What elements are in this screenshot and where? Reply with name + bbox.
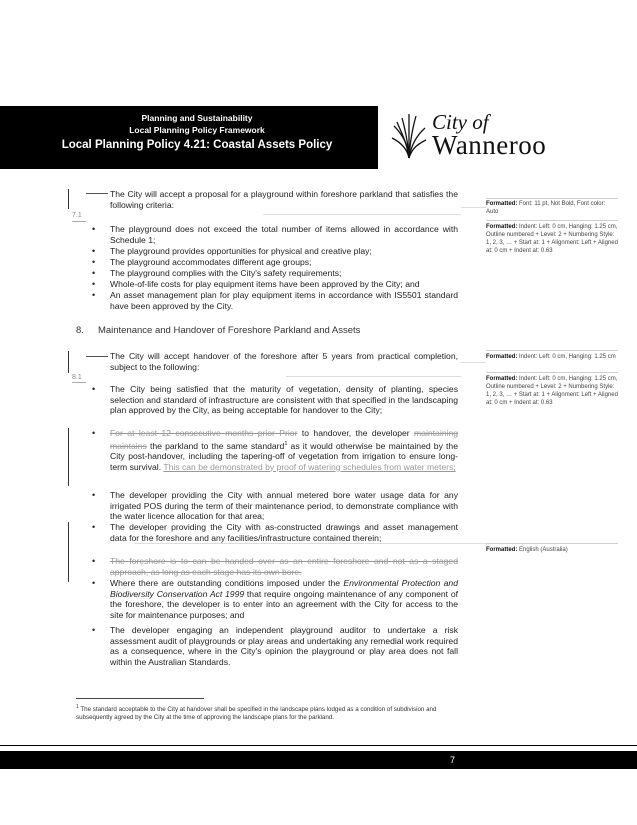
comment-label: Formatted: xyxy=(486,354,518,360)
bullet-dot: • xyxy=(92,490,96,500)
change-bar xyxy=(68,522,69,582)
format-comment[interactable] xyxy=(486,223,618,255)
section-number-8-1: 8.1 xyxy=(72,374,82,381)
list-item: The playground does not exceed the total number of items allowed in accordance with Schedule 1; xyxy=(110,224,458,245)
section-8-heading xyxy=(76,325,360,336)
footnote-rule xyxy=(76,698,204,699)
footnote xyxy=(76,703,466,723)
bullet-dot: • xyxy=(92,257,96,267)
format-comment[interactable] xyxy=(486,375,618,407)
logo-wanneroo: Wanneroo xyxy=(432,130,547,160)
city-logo xyxy=(378,106,637,169)
comment-text: Indent: Left: 0 cm, Hanging: 1.25 cm, Outline numbered + Level: 2 + Numbering Style: 1, 2, 3, … + Start at: 1 + Alignment: Left + Aligned at: 0 cm + Indent at: 0.63 xyxy=(486,376,618,406)
act-name: Environmental Protection and Biodiversity Conservation Act 1999 xyxy=(110,578,458,599)
footer-rule xyxy=(0,745,637,746)
change-bar xyxy=(68,351,69,373)
comment-text: Indent: Left: 0 cm, Hanging: 1.25 cm, Outline numbered + Level: 2 + Numbering Style: 1, 2, 3, … + Start at: 1 + Alignment: Left + Aligned at: 0 cm + Indent at: 0.63 xyxy=(486,224,618,254)
section-7-intro: The City will accept a proposal for a playground within foreshore parkland that satisfies the following criteria: xyxy=(110,189,458,210)
comment-connector xyxy=(461,207,486,208)
comment-label: Formatted: xyxy=(486,376,518,382)
bullet-dot: • xyxy=(92,224,96,234)
change-bar xyxy=(68,428,69,486)
deleted-text: For at least 12 consecutive months prior Prior xyxy=(110,428,298,438)
indent-marker xyxy=(86,356,108,357)
footnote-text: The standard acceptable to the City at handover shall be specified in the landscape plans lodged as a condition of subdivision and subsequently agreed by the City at the time of approving the landscape plans for the parkland. xyxy=(76,706,437,722)
comment-connector xyxy=(263,214,461,215)
indent-marker xyxy=(86,193,108,194)
comment-label: Formatted: xyxy=(486,224,518,230)
comment-text: Font: 11 pt, Not Bold, Font color: Auto xyxy=(486,201,606,215)
list-text: the parkland to the same standard xyxy=(146,440,285,451)
comment-connector xyxy=(134,543,486,544)
section-8-intro: The City will accept handover of the foreshore after 5 years from practical completion, subject to the following: xyxy=(110,351,458,372)
number-underline xyxy=(72,221,86,222)
comment-label: Formatted: xyxy=(486,201,518,207)
comment-text: Indent: Left: 0 cm, Hanging: 1.25 cm xyxy=(517,354,616,360)
change-bar xyxy=(68,189,69,209)
comment-divider xyxy=(486,198,618,199)
comment-divider xyxy=(486,543,618,544)
comment-text: English (Australia) xyxy=(517,547,568,553)
list-item: The City being satisfied that the maturity of vegetation, density of planting, species selection and standard of infrastructure are consistent with that specified in the landscaping plan approved by the City, as being acceptable for handover to the City; xyxy=(110,384,458,416)
comment-divider xyxy=(486,350,618,351)
comment-divider xyxy=(486,372,618,373)
comment-label: Formatted: xyxy=(486,547,518,553)
inserted-text: This can be demonstrated by proof of watering schedules from water meters; xyxy=(163,461,456,472)
list-item: Whole-of-life costs for play equipment items have been approved by the City; and xyxy=(110,279,420,289)
bullet-dot: • xyxy=(92,246,96,256)
logo-city-of: City of xyxy=(432,110,489,134)
bullet-dot: • xyxy=(92,578,96,588)
section-number-7-1: 7.1 xyxy=(72,212,82,219)
list-item: The developer providing the City with annual metered bore water usage data for any irrigated POS during the term of their maintenance period, to demonstrate compliance with the water licence allocation for that area; xyxy=(110,490,458,522)
list-item: The playground complies with the City's safety requirements; xyxy=(110,268,342,278)
comment-connector xyxy=(461,362,486,363)
list-text: Where there are outstanding conditions imposed under the xyxy=(110,578,344,588)
list-item: An asset management plan for play equipment items in accordance with IS5501 standard have been approved by the City. xyxy=(110,290,458,311)
grass-tree-icon xyxy=(390,112,428,160)
bullet-dot: • xyxy=(92,268,96,278)
header-line-1: Planning and Sustainability xyxy=(141,113,253,123)
bullet-dot: • xyxy=(92,522,96,532)
format-comment[interactable] xyxy=(486,353,618,361)
list-item: The playground accommodates different age groups; xyxy=(110,257,312,267)
list-item: The playground provides opportunities for physical and creative play; xyxy=(110,246,372,256)
header-title-block xyxy=(32,112,362,154)
bullet-dot: • xyxy=(92,428,96,438)
bullet-dot: • xyxy=(92,290,96,300)
header-policy-title: Local Planning Policy 4.21: Coastal Assets Policy xyxy=(61,139,333,151)
list-item xyxy=(110,428,458,472)
comment-connector xyxy=(286,376,461,377)
section-number-8: 8. xyxy=(76,325,84,336)
list-item xyxy=(110,556,458,577)
deleted-text: maintaining maintains xyxy=(110,428,458,451)
bullet-dot: • xyxy=(92,556,96,566)
number-underline xyxy=(72,382,86,383)
format-comment[interactable] xyxy=(486,200,618,216)
footnote-number: 1 xyxy=(76,704,79,710)
section-8-title: Maintenance and Handover of Foreshore Parkland and Assets xyxy=(97,325,361,336)
list-text: that require ongoing maintenance of any component of the foreshore, the developer is to enter into an agreement with the City for access to the site for maintenance purposes; and xyxy=(110,588,458,620)
footer-bar xyxy=(0,751,637,769)
list-text: as it would otherwise be maintained by the City post-handover, including the tapering-off of vegetation from irrigation to ensure long-term survival. xyxy=(110,440,458,472)
list-item: The developer providing the City with as-constructed drawings and asset management data for the foreshore and any facilities/infrastructure contained therein; xyxy=(110,522,458,543)
bullet-dot: • xyxy=(92,279,96,289)
bullet-dot: • xyxy=(92,384,96,394)
footnote-ref[interactable]: 1 xyxy=(284,440,288,447)
comment-divider xyxy=(486,220,618,221)
header-line-2: Local Planning Policy Framework xyxy=(129,125,265,135)
list-item: The developer engaging an independent playground auditor to undertake a risk assessment audit of playgrounds or play areas and undertaking any remedial work required as a consequence, where in the City's opinion the playground or play area does not fall within the Australian Standards. xyxy=(110,625,458,667)
list-item xyxy=(110,578,458,620)
format-comment[interactable] xyxy=(486,546,618,554)
bullet-dot: • xyxy=(92,625,96,635)
page-number: 7 xyxy=(450,755,456,765)
list-text: to handover, the developer xyxy=(297,428,415,438)
deleted-text: The foreshore is to can be handed over as an entire foreshore and not as a staged approach, as long as each stage has its own bore. xyxy=(110,556,458,577)
